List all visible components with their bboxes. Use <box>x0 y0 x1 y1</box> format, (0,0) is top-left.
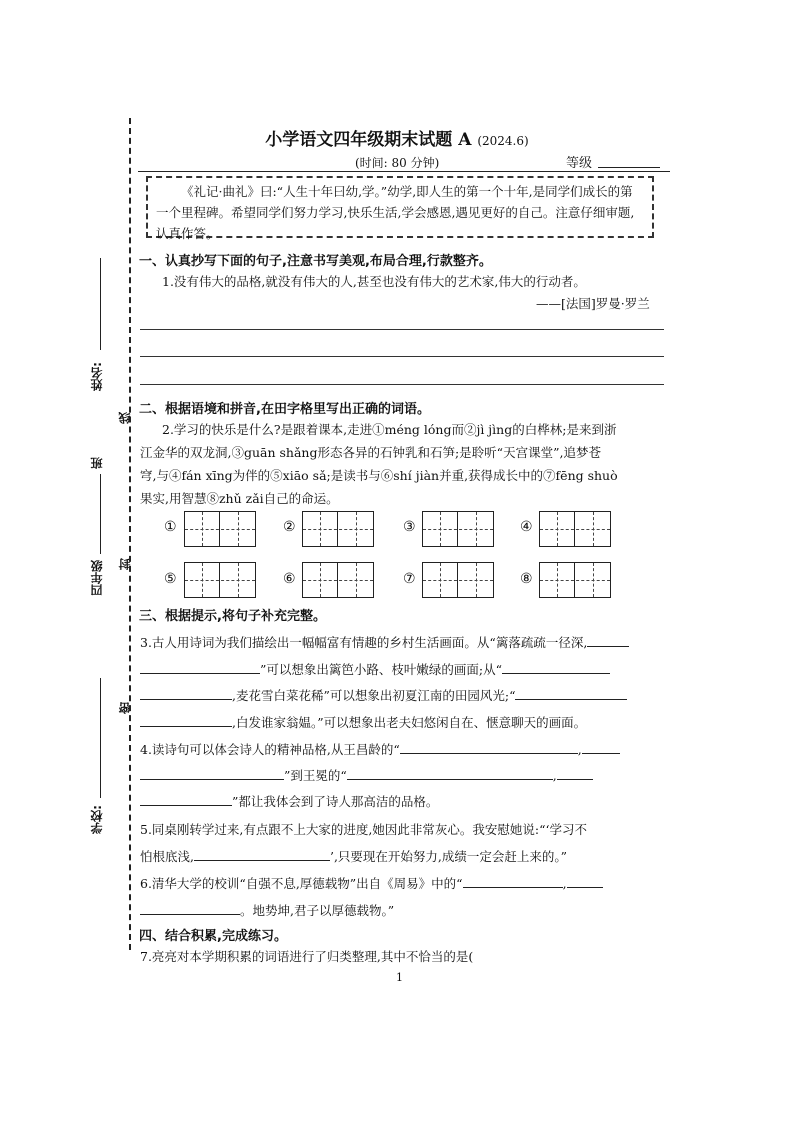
q4-line-2: ”到王冕的“ , <box>140 766 593 784</box>
writing-line-3[interactable] <box>140 384 664 385</box>
q3-blank-4[interactable] <box>140 699 232 700</box>
q5-line-2: 怕根底浅, ’,只要现在开始努力,成绩一定会赶上来的。” <box>140 849 568 864</box>
q6-blank-1[interactable] <box>463 887 563 888</box>
q5-blank[interactable] <box>194 860 330 861</box>
page-number: 1 <box>396 971 403 984</box>
grid-label-8: ⑧ <box>520 571 533 587</box>
tianzige-5[interactable] <box>184 562 256 598</box>
page-title: 小学语文四年级期末试题 A (2024.6) <box>265 130 529 150</box>
tianzige-1[interactable] <box>184 511 256 547</box>
grid-label-3: ③ <box>403 519 416 535</box>
school-label: 学校: <box>90 805 104 834</box>
class-underline <box>100 474 101 554</box>
q3-blank-1[interactable] <box>587 646 629 647</box>
q1-author: ——[法国]罗曼·罗兰 <box>536 296 650 311</box>
header-rule <box>138 171 670 172</box>
writing-line-1[interactable] <box>140 329 664 330</box>
q3-blank-6[interactable] <box>140 726 232 727</box>
tianzige-3[interactable] <box>422 511 494 547</box>
name-underline <box>100 258 101 350</box>
section4-heading: 四、结合积累,完成练习。 <box>139 929 287 944</box>
title-date: (2024.6) <box>477 134 529 148</box>
q6-blank-3[interactable] <box>140 914 240 915</box>
grade-field[interactable] <box>598 167 660 168</box>
writing-line-2[interactable] <box>140 356 664 357</box>
q5-line-1: 5.同桌刚转学过来,有点跟不上大家的进度,她因此非常灰心。我安慰她说:“‘学习不 <box>140 822 587 837</box>
q2-line-4: 果实,用智慧⑧zhǔ zǎi自己的命运。 <box>140 491 339 506</box>
q3-line-3: ,麦花雪白菜花稀”可以想象出初夏江南的田园风光;“ <box>140 686 627 704</box>
school-underline <box>100 678 101 798</box>
section3-heading: 三、根据提示,将句子补充完整。 <box>139 609 326 624</box>
tianzige-4[interactable] <box>539 511 611 547</box>
section1-heading: 一、认真抄写下面的句子,注意书写美观,布局合理,行款整齐。 <box>139 254 492 269</box>
seal-feng: 封 <box>118 558 132 570</box>
seal-mi: 密 <box>118 702 132 714</box>
q6-line-1: 6.清华大学的校训“自强不息,厚德载物”出自《周易》中的“ , <box>140 874 603 892</box>
q4-blank-6[interactable] <box>140 805 232 806</box>
q3-line-2: ”可以想象出篱笆小路、枝叶嫩绿的画面;从“ <box>140 660 610 678</box>
q2-line-1: 2.学习的快乐是什么?是跟着课本,走进①méng lóng而②jì jìng的白桦林;是来到浙 <box>162 422 617 437</box>
q7-question: 7.亮亮对本学期积累的词语进行了归类整理,其中不恰当的是( <box>140 949 474 964</box>
intro-box: 《礼记·曲礼》曰:“人生十年曰幼,学。”幼学,即人生的第一个十年,是同学们成长的第一个里程碑。希望同学们努力学习,快乐生活,学会感恩,遇见更好的自己。注意仔细审题,认真作答。 <box>146 176 654 238</box>
q4-blank-2[interactable] <box>582 753 620 754</box>
tianzige-2[interactable] <box>302 511 374 547</box>
tianzige-7[interactable] <box>422 562 494 598</box>
q4-line-1: 4.读诗句可以体会诗人的精神品格,从王昌龄的“ , <box>140 740 620 758</box>
q1-sentence: 1.没有伟大的品格,就没有伟大的人,甚至也没有伟大的艺术家,伟大的行动者。 <box>162 274 586 289</box>
q4-line-3: ”都让我体会到了诗人那高洁的品格。 <box>140 792 438 810</box>
grid-label-6: ⑥ <box>283 571 296 587</box>
q2-line-3: 穹,与④fán xīng为伴的⑤xiāo sǎ;是读书与⑥shí jiàn并重,获得成长中的⑦fēng shuò <box>140 468 618 483</box>
q3-line-1: 3.古人用诗词为我们描绘出一幅幅富有情趣的乡村生活画面。从“篱落疏疏一径深, <box>140 633 629 651</box>
grid-label-4: ④ <box>520 519 533 535</box>
q3-line-4: ,白发谁家翁媪。”可以想象出老夫妇悠闲自在、惬意聊天的画面。 <box>140 713 586 731</box>
grid-label-7: ⑦ <box>403 571 416 587</box>
q2-line-2: 江金华的双龙洞,③guān shǎng形态各异的石钟乳和石笋;是聆听“天宫课堂”,追梦苍 <box>140 445 601 460</box>
tianzige-6[interactable] <box>302 562 374 598</box>
seal-xian: 线 <box>118 412 132 424</box>
q3-blank-2[interactable] <box>140 673 260 674</box>
name-label: 姓名: <box>90 362 104 391</box>
section2-heading: 二、根据语境和拼音,在田字格里写出正确的词语。 <box>139 402 430 417</box>
q3-blank-3[interactable] <box>502 673 610 674</box>
q6-blank-2[interactable] <box>567 887 603 888</box>
q4-blank-3[interactable] <box>140 779 284 780</box>
grid-label-1: ① <box>164 519 177 535</box>
class-label: 班 <box>90 457 104 469</box>
time-subtitle: (时间: 80 分钟) <box>355 156 440 170</box>
grid-label-5: ⑤ <box>164 571 177 587</box>
grade-label: 四年级 <box>90 560 104 596</box>
q4-blank-1[interactable] <box>400 753 578 754</box>
binding-dashed-line <box>129 118 131 950</box>
q4-blank-5[interactable] <box>557 779 593 780</box>
tianzige-8[interactable] <box>539 562 611 598</box>
q4-blank-4[interactable] <box>347 779 553 780</box>
grid-label-2: ② <box>283 519 296 535</box>
q3-blank-5[interactable] <box>515 699 627 700</box>
grade-field-label: 等级 <box>566 156 593 171</box>
q6-line-2: 。地势坤,君子以厚德载物。” <box>140 901 394 919</box>
